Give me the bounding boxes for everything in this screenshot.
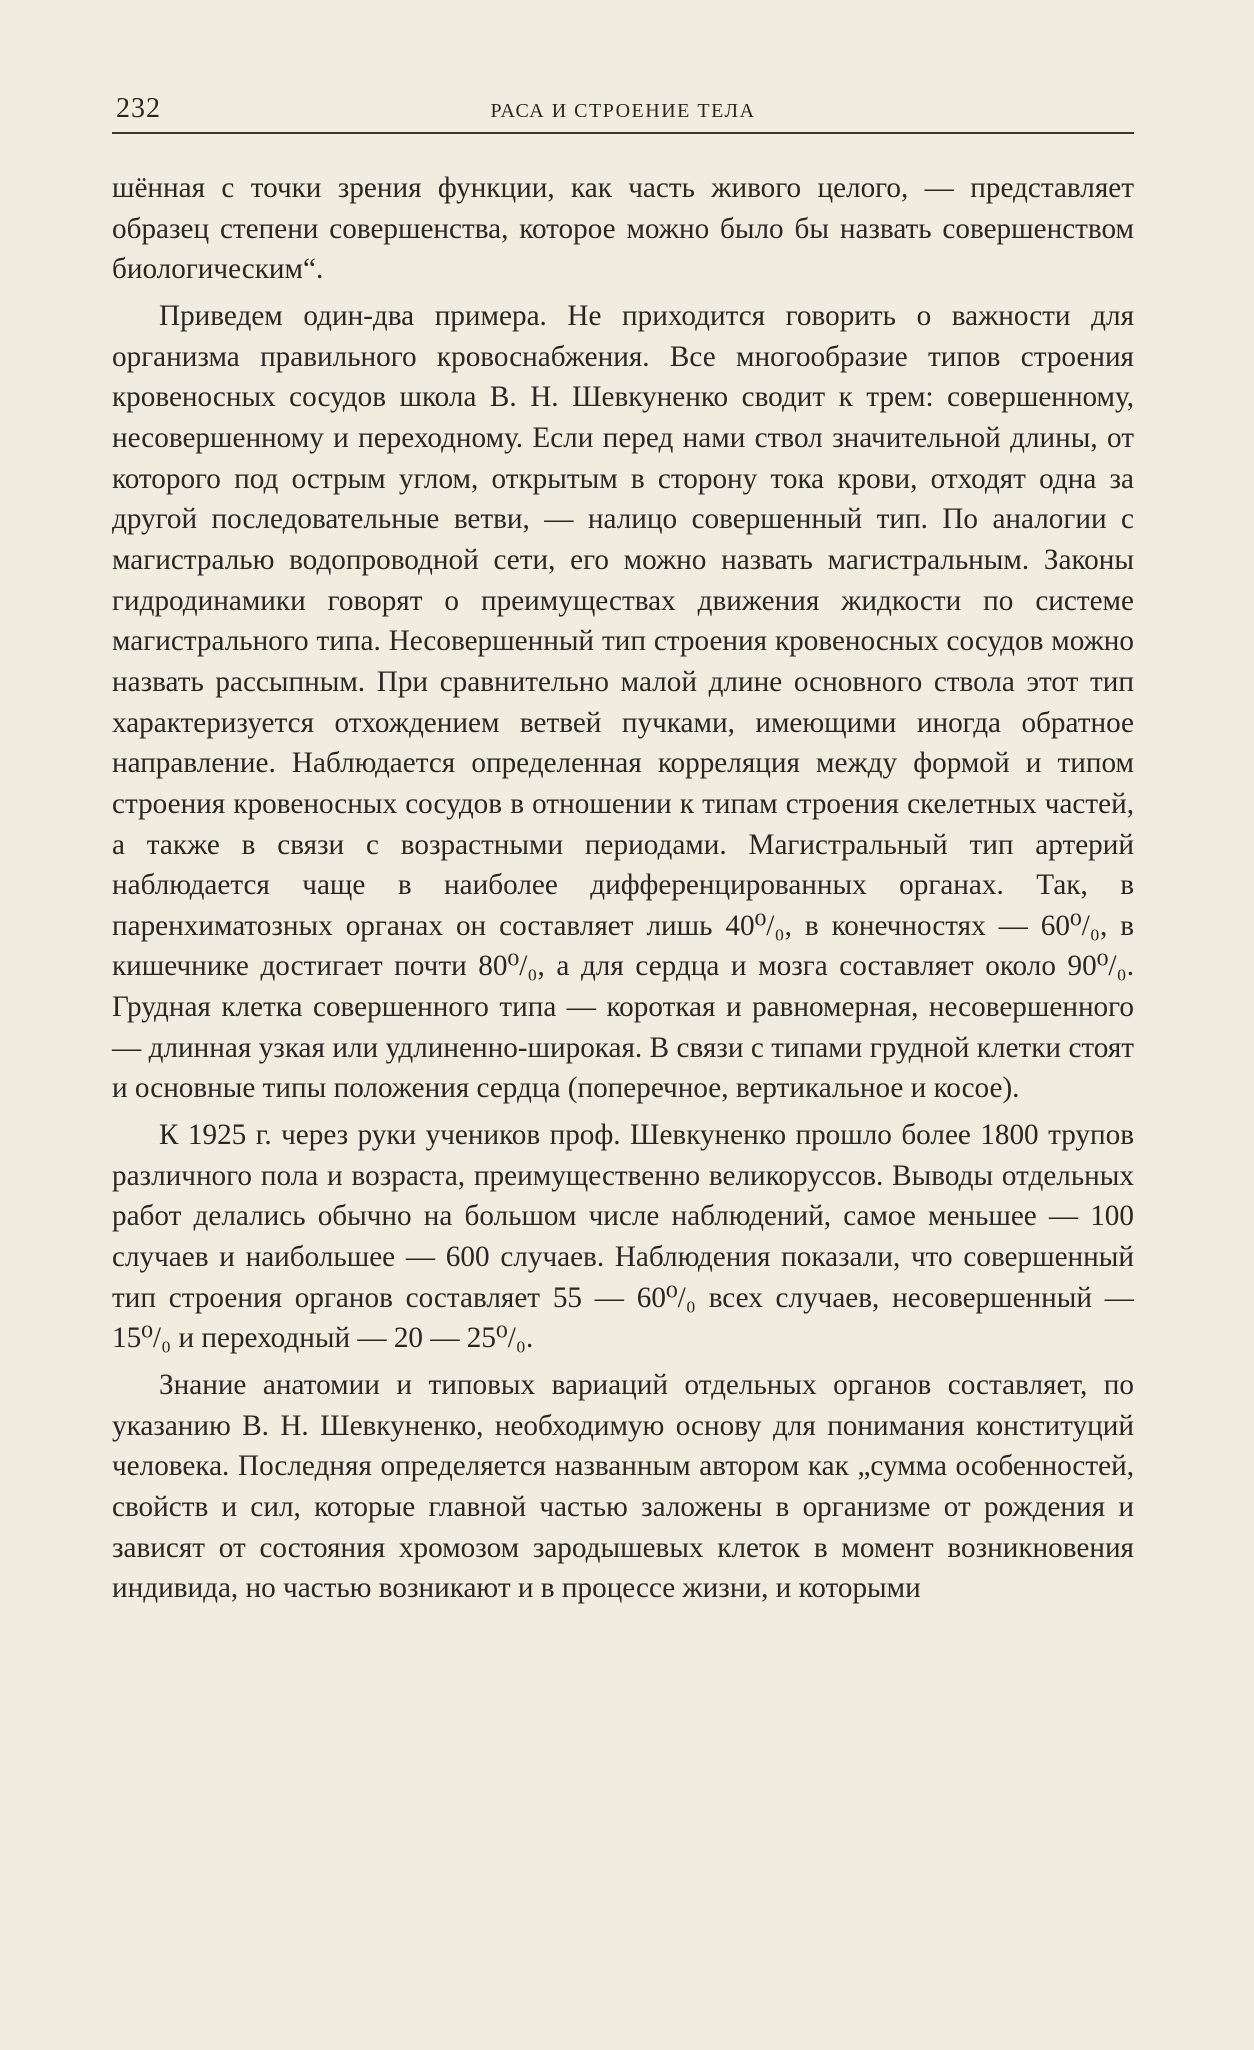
- paragraph: шённая с точки зрения функции, как часть живого целого, — представляет образец степени совершенства, которое можно было бы назвать совершенством биологическим“.: [112, 172, 1134, 286]
- page-header: [112, 92, 1134, 134]
- paragraph: Приведем один-два примера. Не приходится говорить о важности для организма правильного кровоснабжения. Все многообразие типов строения кровеносных сосудов школа В. Н. Шевкуненко сводит к трем: совершенному, несовершенному и переходному. Если перед нами ствол значительной длины, от которого под острым углом, открытым в сторону тока крови, отходят одна за другой последовательные ветви, — налицо совершенный тип. По аналогии с магистралью водопроводной сети, его можно назвать магистральным. Законы гидродинамики говорят о преимуществах движения жидкости по системе магистрального типа. Несовершенный тип строения кровеносных сосудов можно назвать рассыпным. При сравнительно малой длине основного ствола этот тип характеризуется отхождением ветвей пучками, имеющими иногда обратное направление. Наблюдается определенная корреляция между формой и типом строения кровеносных сосудов в отношении к типам строения скелетных частей, а также в связи с возрастными периодами. Магистральный тип артерий наблюдается чаще в наиболее дифференцированных органах. Так, в паренхиматозных органах он составляет лишь 40⁰/₀, в конечностях — 60⁰/₀, в кишечнике достигает почти 80⁰/₀, а для сердца и мозга составляет около 90⁰/₀. Грудная клетка совершенного типа — короткая и равномерная, несовершенного — длинная узкая или удлиненно-широкая. В связи с типами грудной клетки стоят и основные типы положения сердца (поперечное, вертикальное и косое).: [112, 299, 1134, 1105]
- body-text: [112, 168, 1134, 1609]
- page-number: 232: [116, 93, 161, 124]
- paragraph: Знание анатомии и типовых вариаций отдельных органов составляет, по указанию В. Н. Шевкуненко, необходимую основу для понимания конституций человека. Последняя определяется названным автором как „сумма особенностей, свойств и сил, которые главной частью заложены в организме от рождения и зависят от состояния хромозом зародышевых клеток в момент возникновения индивида, но частью возникают и в процессе жизни, и которыми: [112, 1369, 1134, 1605]
- paragraph: К 1925 г. через руки учеников проф. Шевкуненко прошло более 1800 трупов различного пола и возраста, преимущественно великоруссов. Выводы отдельных работ делались обычно на большом числе наблюдений, самое меньшее — 100 случаев и наибольшее — 600 случаев. Наблюдения показали, что совершенный тип строения органов составляет 55 — 60⁰/₀ всех случаев, несовершенный — 15⁰/₀ и переходный — 20 — 25⁰/₀.: [112, 1119, 1134, 1355]
- running-title: РАСА И СТРОЕНИЕ ТЕЛА: [490, 100, 756, 122]
